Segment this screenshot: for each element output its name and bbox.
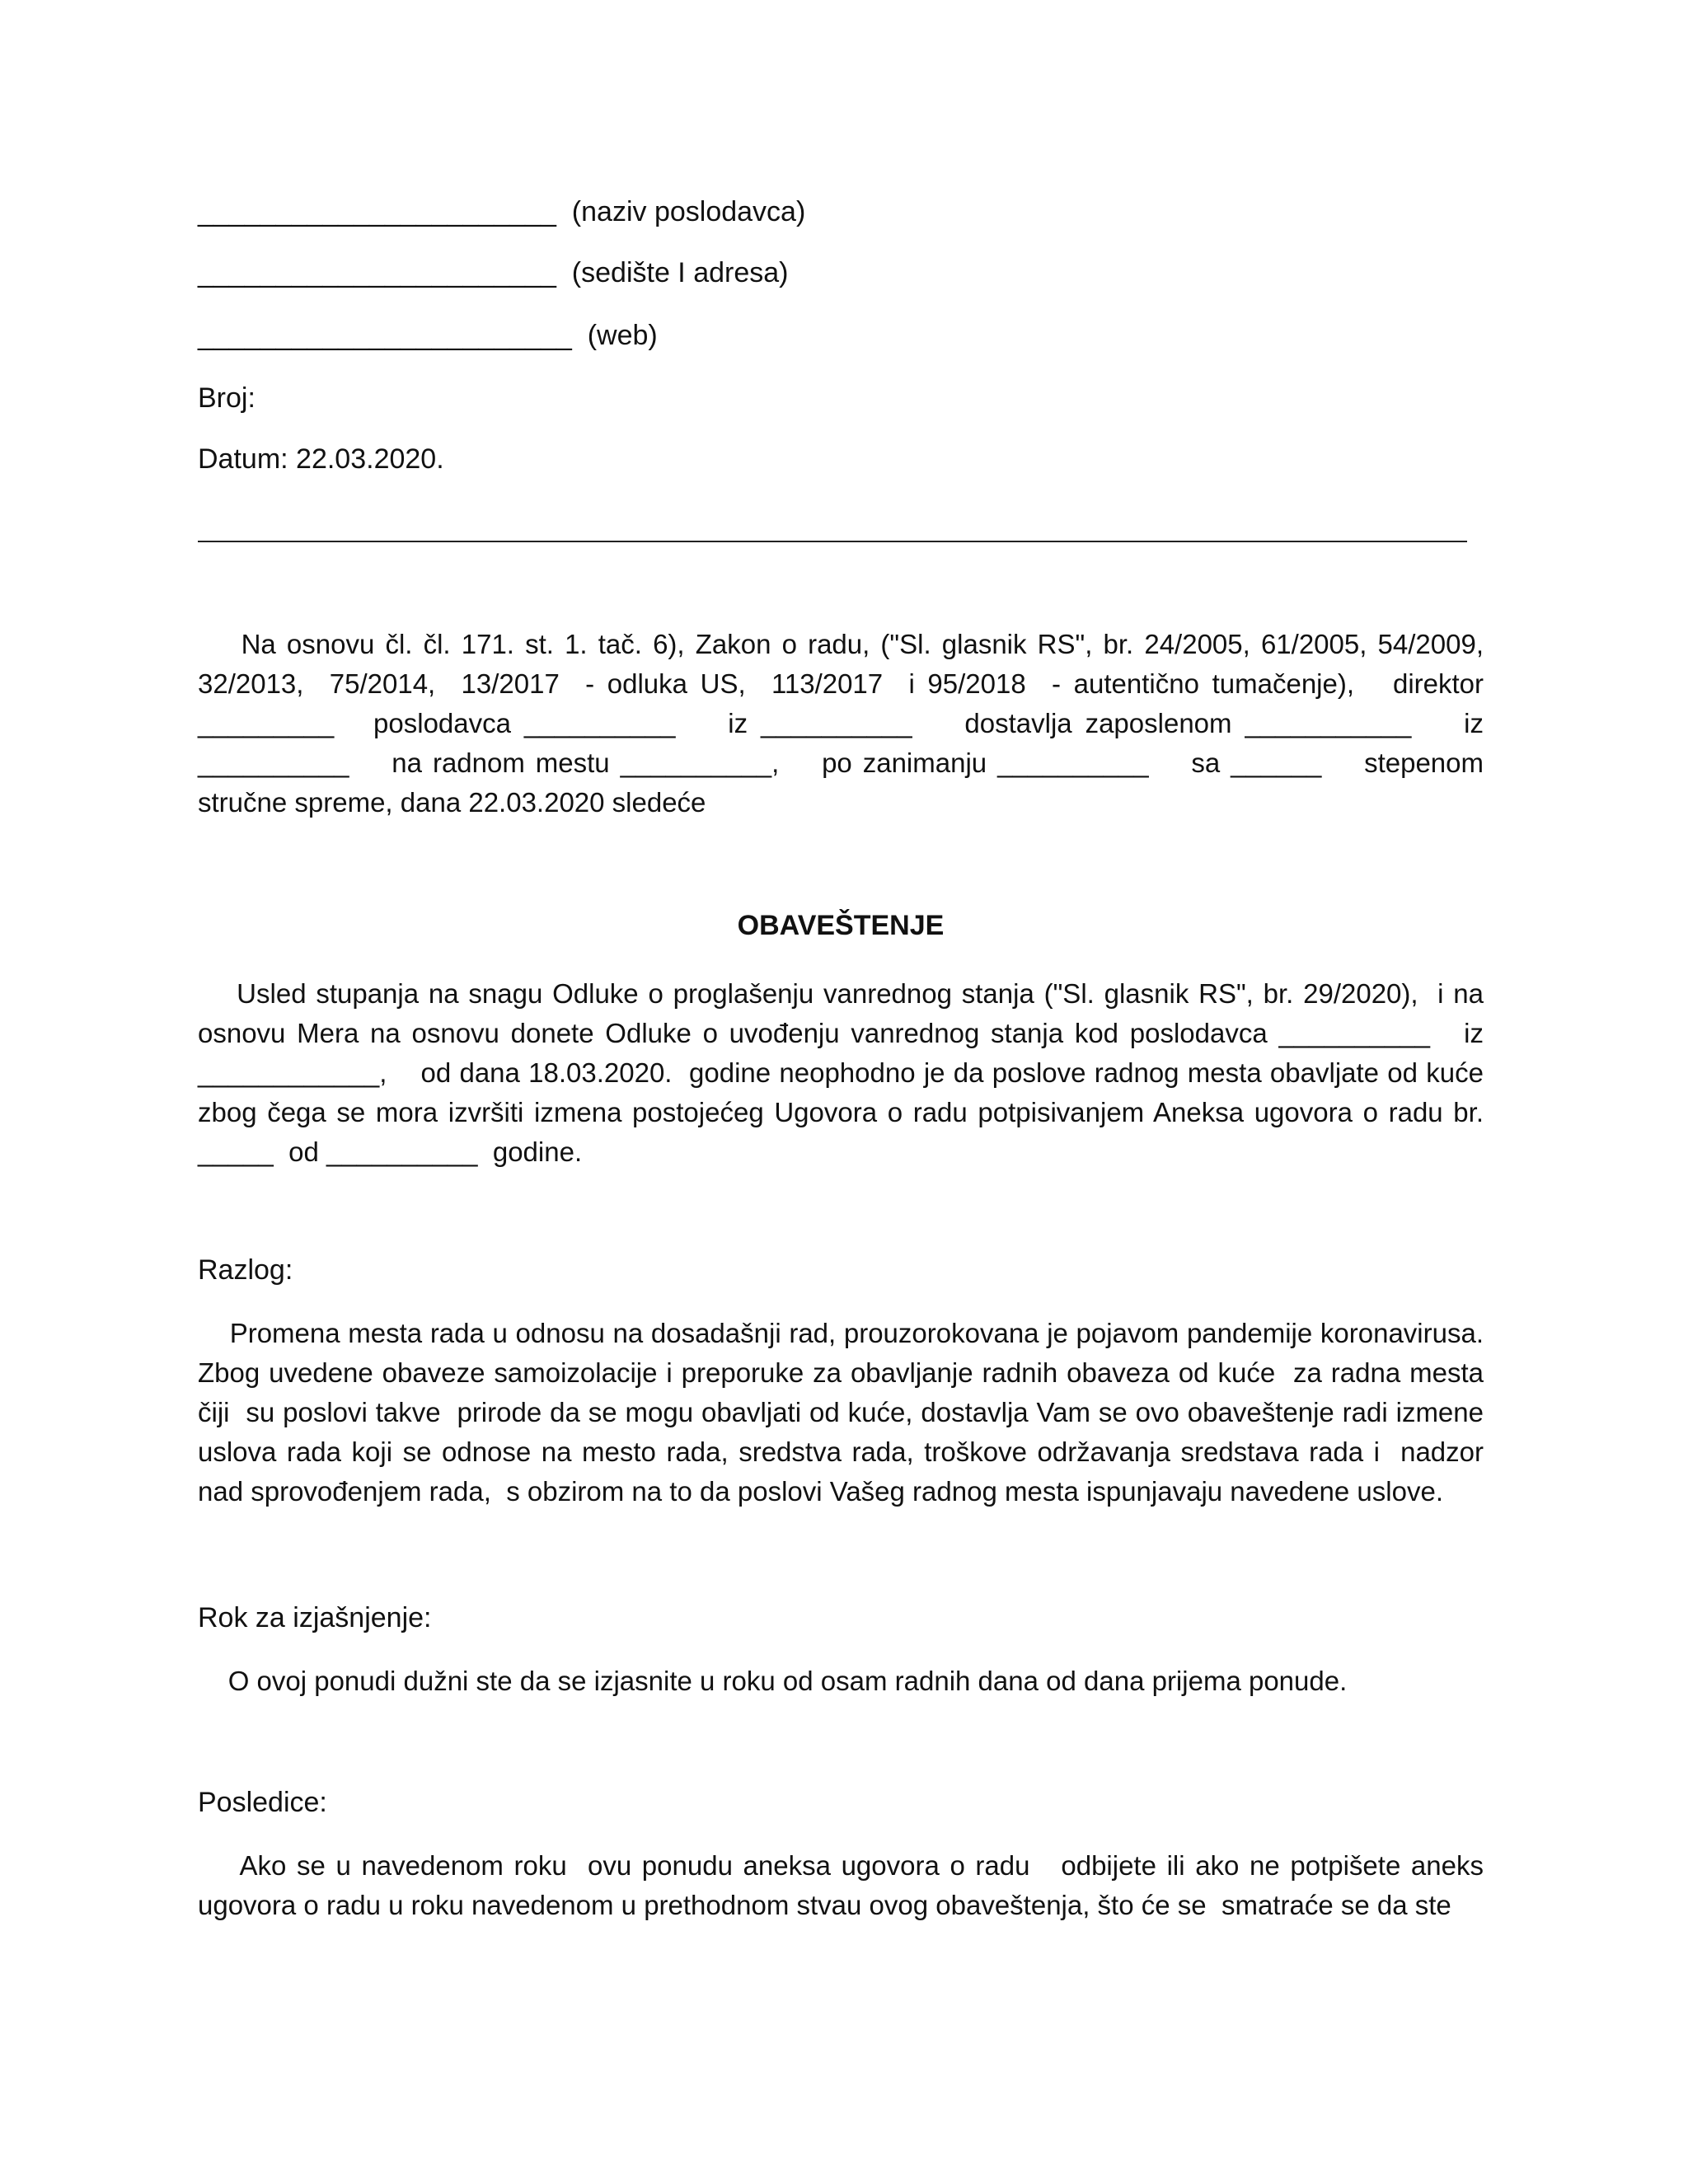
document-number-label: Broj: [198,382,256,414]
intro-paragraph: Na osnovu čl. čl. 171. st. 1. tač. 6), Zakon o radu, ("Sl. glasnik RS", br. 24/2005, 61/2005, 54/2009, 32/2013, 75/2014, 13/2017 - odluka US, 113/2017 i 95/2018 - autentično tumačenje), direktor _________ poslodavca __________ iz __________ dostavlja zaposlenom ___________ iz __________ na radnom mestu __________, po zanimanju __________ sa ______ stepenom stručne spreme, dana 22.03.2020 sledeće [198,629,1492,818]
deadline-label: Rok za izjašnjenje: [198,1602,432,1633]
consequences-paragraph: Ako se u navedenom roku ovu ponudu aneksa ugovora o radu odbijete ili ako ne potpišete aneks ugovora o radu u roku navedenom u prethodnom stvau ovog obaveštenja, što će se smatraće se da ste [198,1850,1492,1920]
notice-paragraph: Usled stupanja na snagu Odluke o proglašenju vanrednog stanja ("Sl. glasnik RS", br. 29/2020), i na osnovu Mera na osnovu donete Odluke o uvođenju vanrednog stanja kod poslodavca __________ iz ____________, od dana 18.03.2020. godine neophodno je da poslove radnog mesta obavljate od kuće zbog čega se mora izvršiti izmena postojećeg Ugovora o radu potpisivanjem Aneksa ugovora o radu br. _____ od __________ godine. [198,978,1507,1167]
employer-name-line: _______________________ (naziv poslodavca) [198,196,806,227]
consequences-label: Posledice: [198,1787,327,1818]
deadline-paragraph: O ovoj ponudi dužni ste da se izjasnite u roku od osam radnih dana od dana prijema ponude. [198,1666,1348,1696]
employer-address-line: _______________________ (sedište I adresa) [198,257,789,288]
reason-paragraph: Promena mesta rada u odnosu na dosadašnji rad, prouzorokovana je pojavom pandemije koronavirusa. Zbog uvedene obaveze samoizolacije i preporuke za obavljanje radnih obaveza od kuće za radna mesta čiji su poslovi takve prirode da se mogu obavljati od kuće, dostavlja Vam se ovo obaveštenje radi izmene uslova rada koji se odnose na mesto rada, sredstva rada, troškove održavanja sredstava rada i nadzor nad sprovođenjem rada, s obzirom na to da poslovi Vašeg radnog mesta ispunjavaju navedene uslove. [198,1318,1492,1507]
horizontal-divider [198,541,1467,542]
reason-label: Razlog: [198,1254,293,1286]
document-title: OBAVEŠTENJE [737,910,945,941]
employer-web-line: ________________________ (web) [198,320,658,351]
document-date: Datum: 22.03.2020. [198,443,444,475]
